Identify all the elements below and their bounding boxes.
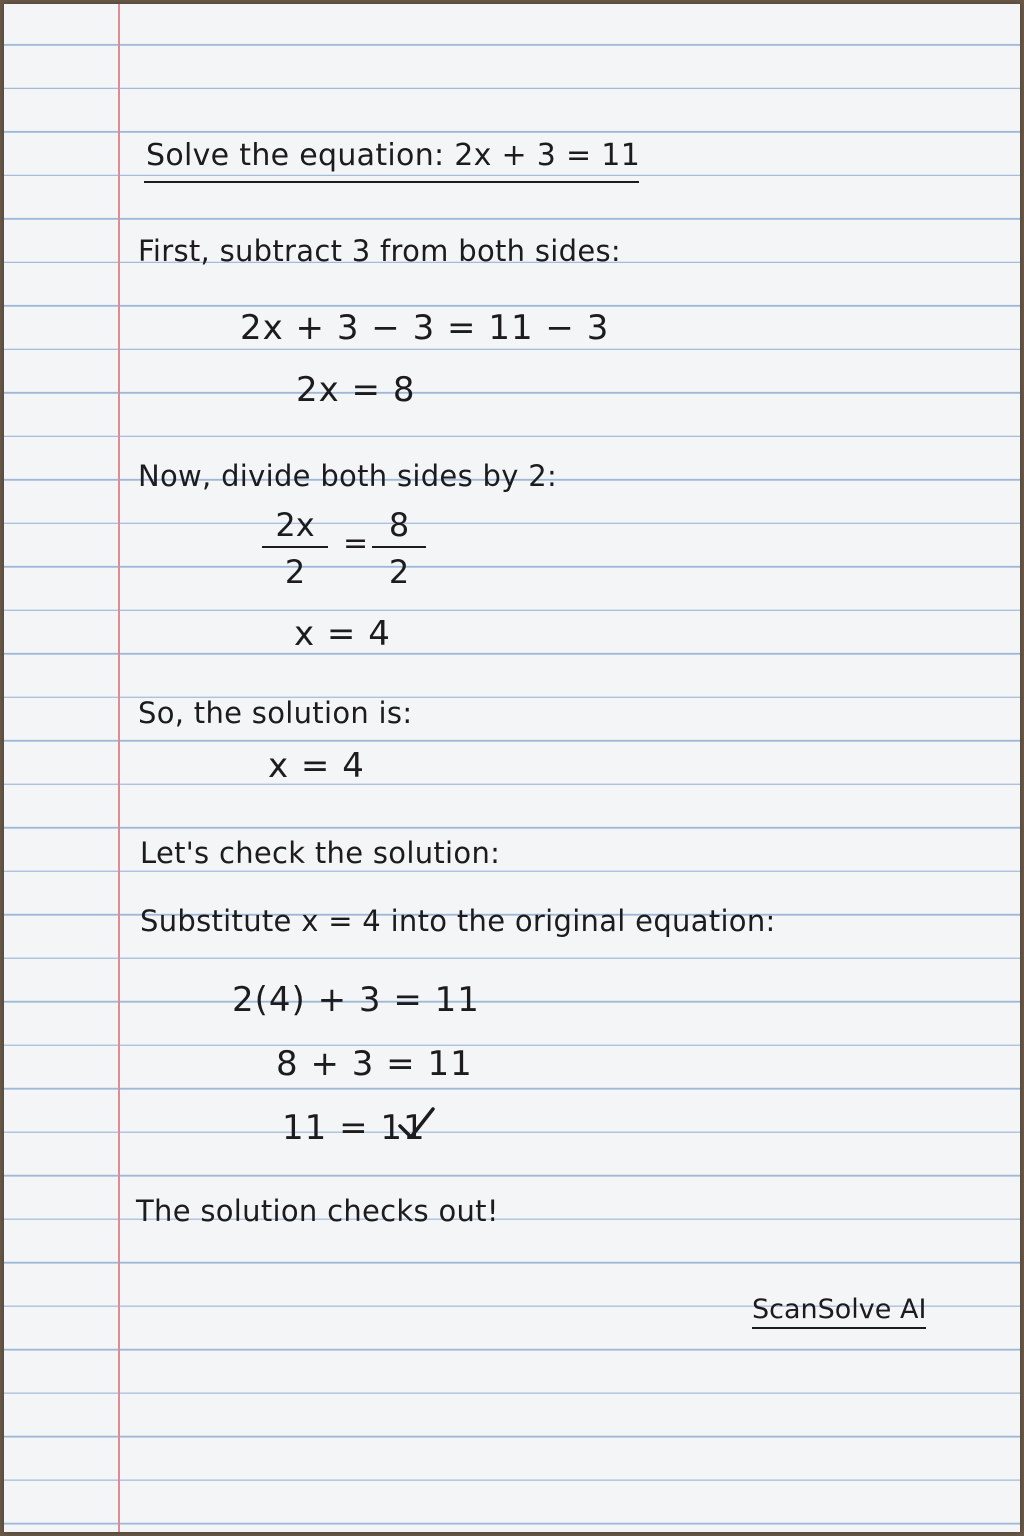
fraction-left-denominator: 2 [284, 553, 306, 591]
check-equation-1: 2(4) + 3 = 11 [232, 980, 480, 1020]
title-underline [144, 181, 639, 183]
fraction-left [262, 507, 328, 590]
fraction-equals: = [343, 526, 370, 561]
check-equation-3: 11 = 11 [282, 1108, 426, 1148]
step2-text: Now, divide both sides by 2: [138, 459, 558, 493]
step1-equation-1: 2x + 3 − 3 = 11 − 3 [240, 308, 610, 348]
step1-equation-2: 2x = 8 [296, 370, 416, 410]
step2-result: x = 4 [294, 614, 391, 654]
problem-title: Solve the equation: 2x + 3 = 11 [146, 138, 641, 173]
solution-text: So, the solution is: [138, 696, 413, 730]
checkmark-icon [396, 1106, 436, 1142]
conclusion-text: The solution checks out! [136, 1194, 499, 1228]
check-text: Let's check the solution: [140, 836, 501, 870]
fraction-right [372, 507, 426, 590]
fraction-right-numerator: 8 [388, 506, 410, 544]
margin-line [118, 4, 120, 1532]
fraction-right-denominator: 2 [388, 553, 410, 591]
notebook-page [4, 4, 1020, 1532]
fraction-left-bar [262, 546, 328, 548]
solution-equation: x = 4 [268, 746, 365, 786]
step1-text: First, subtract 3 from both sides: [138, 234, 621, 268]
substitute-text: Substitute x = 4 into the original equation: [140, 904, 776, 938]
fraction-left-numerator: 2x [275, 506, 315, 544]
check-equation-2: 8 + 3 = 11 [276, 1044, 473, 1084]
fraction-right-bar [372, 546, 426, 548]
brand-signature: ScanSolve AI [752, 1294, 926, 1329]
